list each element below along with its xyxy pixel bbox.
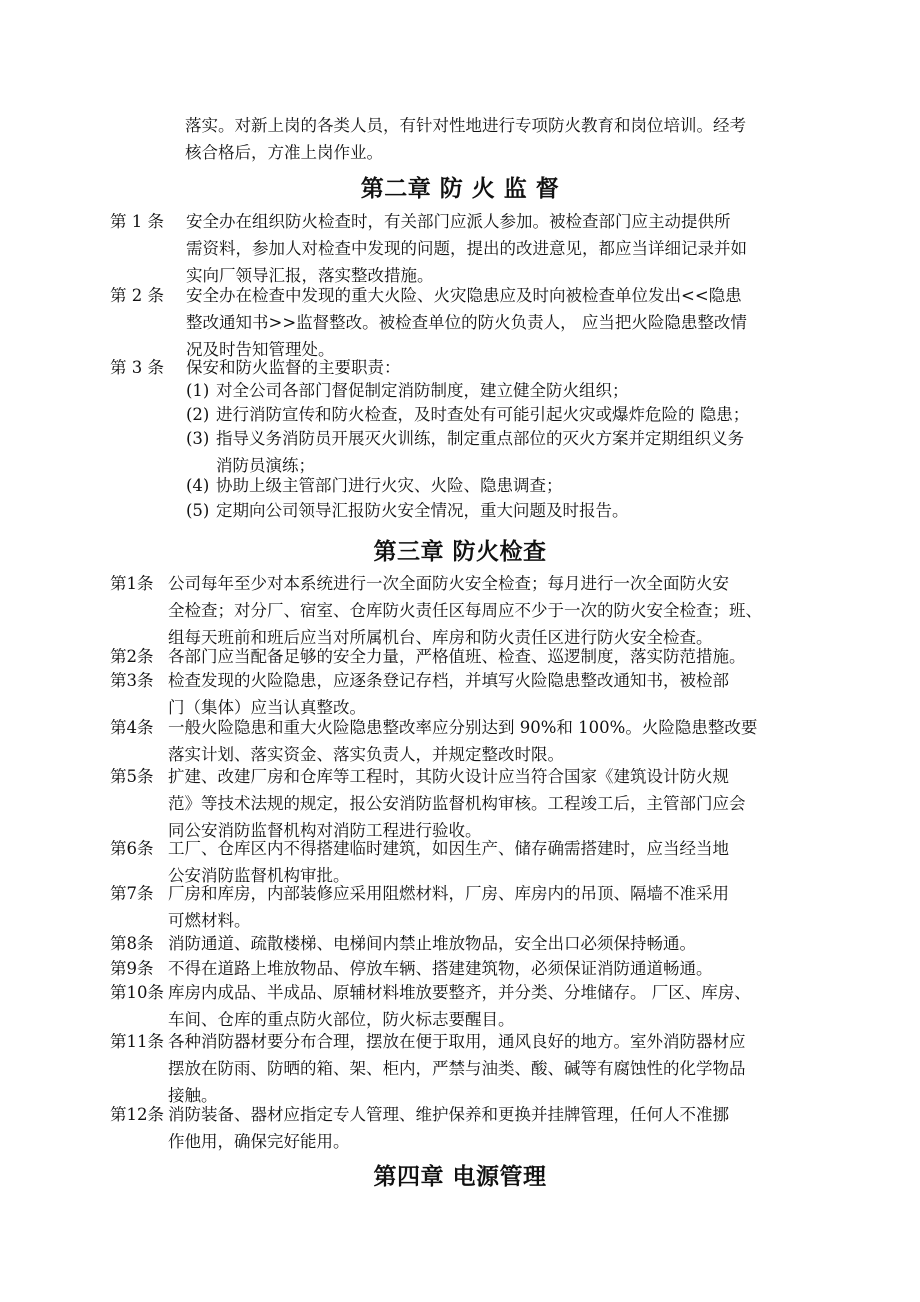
text-line: 整改通知书>>监督整改。被检查单位的防火负责人， 应当把火险隐患整改情 (186, 313, 747, 332)
text-line: 不得在道路上堆放物品、停放车辆、搭建建筑物，必须保证消防通道畅通。 (168, 959, 713, 978)
ch3-article-10 (110, 979, 830, 1033)
text-line: 况及时告知管理处。 (186, 340, 335, 359)
duty-item-4 (186, 472, 826, 499)
duty-number: (1) (186, 381, 210, 400)
text-line: 安全办在组织防火检查时，有关部门应派人参加。被检查部门应主动提供所 (186, 212, 731, 231)
text-line: 门（集体）应当认真整改。 (168, 698, 366, 717)
text-line: 消防装备、器材应指定专人管理、维护保养和更换并挂牌管理，任何人不准挪 (168, 1105, 729, 1124)
duty-item-3 (186, 425, 826, 479)
article-number: 第 2 条 (110, 286, 164, 305)
ch3-article-3 (110, 667, 830, 721)
chapter-4-title: 第四章 电源管理 (373, 1164, 547, 1190)
article-number: 第 3 条 (110, 358, 164, 377)
text-line: 扩建、改建厂房和仓库等工程时，其防火设计应当符合国家《建筑设计防火规 (168, 767, 729, 786)
text-line: 进行消防宣传和防火检查，及时查处有可能引起火灾或爆炸危险的 隐患； (216, 405, 750, 424)
duty-number: (3) (186, 429, 210, 448)
text-line: 厂房和库房，内部装修应采用阻燃材料，厂房、库房内的吊顶、隔墙不准采用 (168, 884, 729, 903)
text-line: 可燃材料。 (168, 911, 251, 930)
ch3-article-4 (110, 714, 830, 768)
text-line: 消防员演练； (216, 456, 315, 475)
duty-number: (5) (186, 501, 210, 520)
text-line: 各部门应当配备足够的安全力量，严格值班、检查、巡逻制度，落实防范措施。 (168, 647, 746, 666)
text-line: 核合格后，方准上岗作业。 (185, 143, 383, 162)
text-line: 库房内成品、半成品、原辅材料堆放要整齐，并分类、分堆储存。 厂区、库房、 (168, 983, 751, 1002)
article-number: 第1条 (110, 574, 154, 593)
article-number: 第12条 (110, 1105, 164, 1124)
text-line: 一般火险隐患和重大火险隐患整改率应分别达到 90%和 100%。火险隐患整改要 (168, 718, 758, 737)
text-line: 实向厂领导汇报，落实整改措施。 (186, 266, 434, 285)
article-number: 第6条 (110, 839, 154, 858)
ch3-article-2 (110, 643, 830, 670)
text-line: 公安消防监督机构审批。 (168, 866, 350, 885)
article-number: 第9条 (110, 959, 154, 978)
text-line: 全检查；对分厂、宿室、仓库防火责任区每周应不少于一次的防火安全检查；班、 (168, 601, 762, 620)
ch3-article-11 (110, 1028, 830, 1109)
text-line: 安全办在检查中发现的重大火险、火灾隐患应及时向被检查单位发出<<隐患 (186, 286, 742, 305)
text-line: 对全公司各部门督促制定消防制度，建立健全防火组织； (216, 381, 629, 400)
article-number: 第10条 (110, 983, 164, 1002)
ch2-article-1 (110, 208, 830, 289)
text-line: 定期向公司领导汇报防火安全情况，重大问题及时报告。 (216, 501, 629, 520)
duty-number: (4) (186, 476, 210, 495)
duty-number: (2) (186, 405, 210, 424)
article-number: 第7条 (110, 884, 154, 903)
ch2-article-2 (110, 282, 830, 363)
text-line: 协助上级主管部门进行火灾、火险、隐患调查； (216, 476, 563, 495)
text-line: 指导义务消防员开展灭火训练，制定重点部位的灭火方案并定期组织义务 (216, 429, 744, 448)
text-line: 组每天班前和班后应当对所属机台、库房和防火责任区进行防火安全检查。 (168, 628, 713, 647)
text-line: 落实。对新上岗的各类人员，有针对性地进行专项防火教育和岗位培训。经考 (185, 116, 746, 135)
ch3-article-9 (110, 955, 830, 982)
text-line: 消防通道、疏散楼梯、电梯间内禁止堆放物品，安全出口必须保持畅通。 (168, 934, 696, 953)
ch3-article-12 (110, 1101, 830, 1155)
text-line: 各种消防器材要分布合理，摆放在便于取用，通风良好的地方。室外消防器材应 (168, 1032, 746, 1051)
ch3-article-7 (110, 880, 830, 934)
article-number: 第8条 (110, 934, 154, 953)
text-line: 公司每年至少对本系统进行一次全面防火安全检查；每月进行一次全面防火安 (168, 574, 729, 593)
chapter-2-title: 第二章 防 火 监 督 (360, 176, 560, 202)
article-number: 第4条 (110, 718, 154, 737)
intro-paragraph (185, 112, 835, 166)
article-number: 第 1 条 (110, 212, 164, 231)
text-line: 落实计划、落实资金、落实负责人，并规定整改时限。 (168, 745, 564, 764)
text-line: 车间、仓库的重点防火部位，防火标志要醒目。 (168, 1010, 515, 1029)
ch3-article-1 (110, 570, 830, 651)
article-number: 第11条 (110, 1032, 164, 1051)
article-number: 第3条 (110, 671, 154, 690)
duty-item-2 (186, 401, 826, 428)
text-line: 范》等技术法规的规定，报公安消防监督机构审核。工程竣工后，主管部门应会 (168, 794, 746, 813)
article-number: 第5条 (110, 767, 154, 786)
chapter-3-title: 第三章 防火检查 (373, 539, 547, 565)
text-line: 摆放在防雨、防晒的箱、架、柜内，严禁与油类、酸、碱等有腐蚀性的化学物品 (168, 1059, 746, 1078)
text-line: 检查发现的火险隐患，应逐条登记存档，并填写火险隐患整改通知书，被检部 (168, 671, 729, 690)
ch3-article-8 (110, 930, 830, 957)
text-line: 保安和防火监督的主要职责： (186, 358, 401, 377)
text-line: 作他用，确保完好能用。 (168, 1132, 350, 1151)
text-line: 工厂、仓库区内不得搭建临时建筑，如因生产、储存确需搭建时，应当经当地 (168, 839, 729, 858)
duty-item-5 (186, 497, 826, 524)
text-line: 接触。 (168, 1086, 218, 1105)
duty-item-1 (186, 377, 826, 404)
article-number: 第2条 (110, 647, 154, 666)
text-line: 需资料，参加人对检查中发现的问题，提出的改进意见，都应当详细记录并如 (186, 239, 747, 258)
text-line: 同公安消防监督机构对消防工程进行验收。 (168, 821, 482, 840)
ch3-article-5 (110, 763, 830, 844)
